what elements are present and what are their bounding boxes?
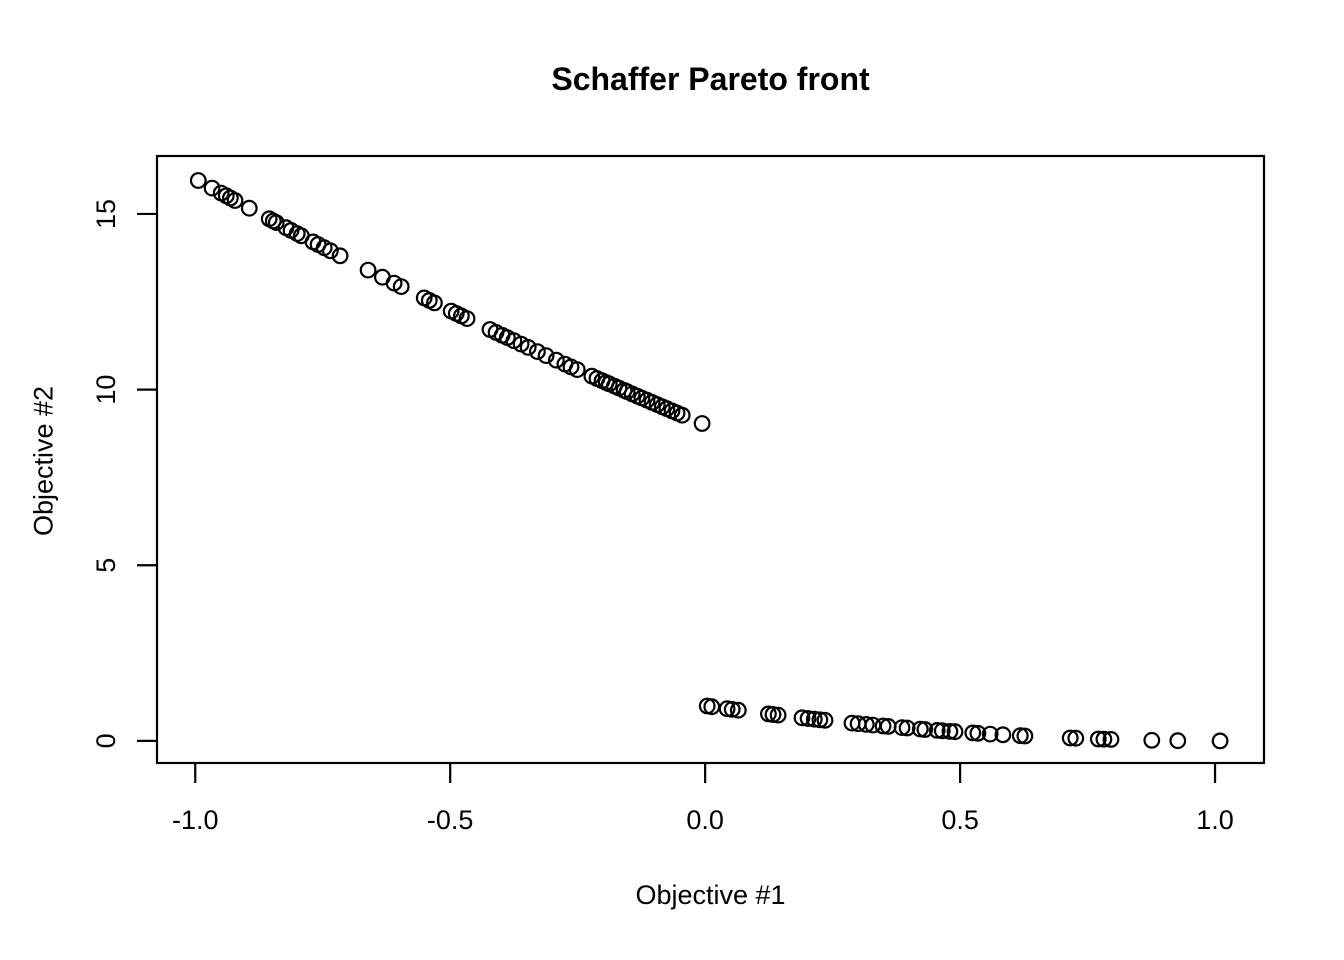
x-axis-tick-label: -0.5 — [426, 805, 474, 835]
data-point — [1145, 733, 1160, 748]
x-axis-tick-label: 0.0 — [686, 805, 724, 835]
data-point — [1171, 733, 1186, 748]
data-point — [242, 201, 257, 216]
x-axis-tick-label: 0.5 — [941, 805, 979, 835]
chart-title: Schaffer Pareto front — [551, 61, 870, 97]
data-point — [361, 263, 376, 278]
data-point — [191, 173, 206, 188]
data-point — [1213, 734, 1228, 749]
x-axis-tick-label: -1.0 — [171, 805, 219, 835]
data-point — [228, 193, 243, 208]
y-axis-tick-label: 10 — [91, 374, 121, 405]
data-point — [530, 344, 545, 359]
y-axis-tick-label: 15 — [91, 198, 121, 229]
y-axis-label: Objective #2 — [28, 385, 59, 537]
x-axis-tick-label: 1.0 — [1196, 805, 1234, 835]
y-axis-tick-label: 0 — [91, 733, 121, 749]
data-point — [695, 416, 710, 431]
x-axis-label: Objective #1 — [635, 880, 786, 910]
y-axis-tick-label: 5 — [91, 557, 121, 573]
